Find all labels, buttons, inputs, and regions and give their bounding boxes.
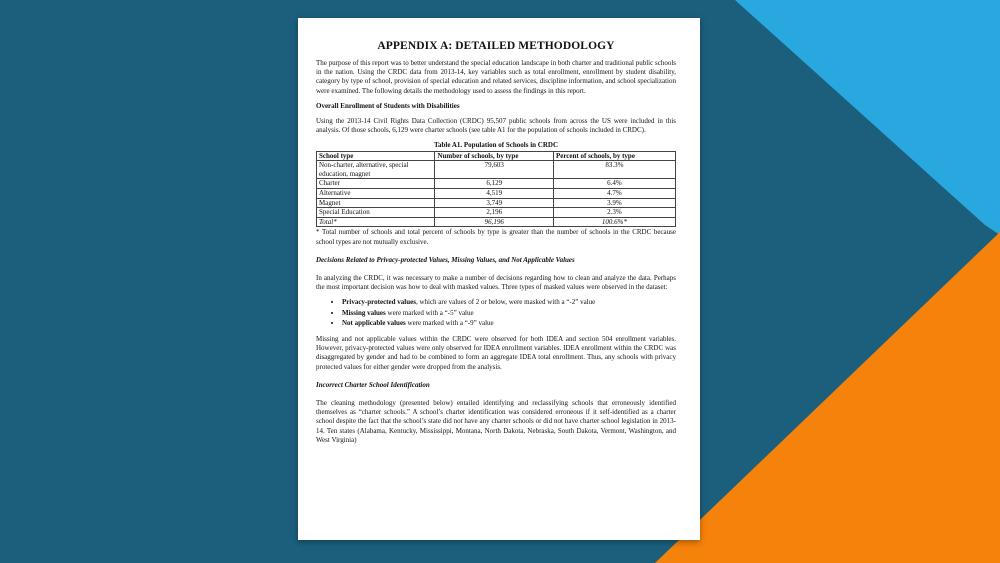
- bullet-term: Missing values: [342, 308, 386, 317]
- total-label: Total*: [317, 217, 435, 227]
- bullet-term: Privacy-protected values: [342, 298, 416, 307]
- table-row: [317, 208, 676, 218]
- list-item: [342, 309, 676, 318]
- idea-enrollment-paragraph: Missing and not applicable values within the CRDC were observed for both IDEA and section 504 enrollment variables. However, privacy-protected values were only observed for IDEA enrollment variables. IDEA enrollment within the CRDC was disaggregated by gender and had to be combined to form an aggregate IDEA total enrollment. Thus, any schools with privacy protected values for either gender were dropped from the analysis.: [316, 335, 676, 371]
- table-total-row: [317, 217, 676, 227]
- bullet-text: , which are values of 2 or below, were masked with a “-2” value: [415, 298, 596, 307]
- cell-percent: 83.3%: [553, 161, 675, 179]
- section-heading-charter-identification: Incorrect Charter School Identification: [316, 380, 430, 389]
- charter-identification-paragraph: The cleaning methodology (presented below) entailed identifying and reclassifying schools that erroneously identified themselves as “charter schools.” A school’s charter identification was considered erroneous if it self-identified as a charter school despite the fact that the school’s state did not have any charter schools or did not have charter school legislation in 2013-14. Ten states (Alabama, Kentucky, Mississippi, Montana, North Dakota, Nebraska, South Dakota, Vermont, Washington, and West Virginia): [316, 399, 676, 444]
- cell-percent: 6.4%: [553, 179, 675, 189]
- cell-type: Magnet: [317, 198, 435, 208]
- cell-type: Non-charter, alternative, special education, magnet: [317, 161, 435, 179]
- bullet-text: were marked with a “-5” value: [385, 308, 474, 317]
- cell-type: Special Education: [317, 208, 435, 218]
- section-heading-masked-values: Decisions Related to Privacy-protected Values, Missing Values, and Not Applicable Values: [316, 255, 575, 264]
- intro-paragraph: The purpose of this report was to better understand the special education landscape in both charter and traditional public schools in the nation. Using the CRDC data from 2013-14, key variables such as total enrollment, enrollment by student disability, category by type of school, provision of special education and related services, discipline information, and school specialization were examined. The following details the methodology used to assess the findings in this report.: [316, 59, 676, 95]
- list-item: [342, 298, 676, 307]
- total-percent: 100.6%*: [553, 217, 675, 227]
- table-header-row: [317, 151, 676, 161]
- table-row: [317, 189, 676, 199]
- table-row: [317, 198, 676, 208]
- cell-number: 79,603: [435, 161, 553, 179]
- cell-percent: 3.9%: [553, 198, 675, 208]
- cell-number: 4,519: [435, 189, 553, 199]
- masked-values-list: [316, 298, 676, 328]
- document-content: [316, 40, 676, 451]
- table-row: [317, 161, 676, 179]
- cell-type: Alternative: [317, 189, 435, 199]
- section-heading-enrollment: Overall Enrollment of Students with Disabilities: [316, 101, 460, 110]
- cell-number: 3,749: [435, 198, 553, 208]
- header-percent: Percent of schools, by type: [553, 151, 675, 161]
- cell-type: Charter: [317, 179, 435, 189]
- list-item: [342, 319, 676, 328]
- table-footnote: * Total number of schools and total percent of schools by type is greater than the number of schools in the CRDC because school types are not mutually exclusive.: [316, 228, 676, 246]
- total-number: 96,196: [435, 217, 553, 227]
- cell-percent: 4.7%: [553, 189, 675, 199]
- bullet-term: Not applicable values: [342, 318, 406, 327]
- document-page: [298, 18, 700, 540]
- page-title: APPENDIX A: DETAILED METHODOLOGY: [377, 40, 615, 52]
- cell-percent: 2.3%: [553, 208, 675, 218]
- header-school-type: School type: [317, 151, 435, 161]
- cell-number: 2,196: [435, 208, 553, 218]
- header-number: Number of schools, by type: [435, 151, 553, 161]
- table-row: [317, 179, 676, 189]
- cell-number: 6,129: [435, 179, 553, 189]
- masked-values-paragraph: In analyzing the CRDC, it was necessary to make a number of decisions regarding how to clean and analyze the data. Perhaps the most important decision was how to deal with masked values. Three types of masked values were observed in the dataset:: [316, 273, 676, 292]
- schools-table: [316, 151, 676, 228]
- enrollment-paragraph: Using the 2013-14 Civil Rights Data Collection (CRDC) 95,507 public schools from across the US were included in this analysis. Of those schools, 6,129 were charter schools (see table A1 for the population of schools included in CRDC).: [316, 117, 676, 135]
- bullet-text: were marked with a “-9” value: [405, 318, 494, 327]
- table-caption: Table A1. Population of Schools in CRDC: [433, 141, 559, 150]
